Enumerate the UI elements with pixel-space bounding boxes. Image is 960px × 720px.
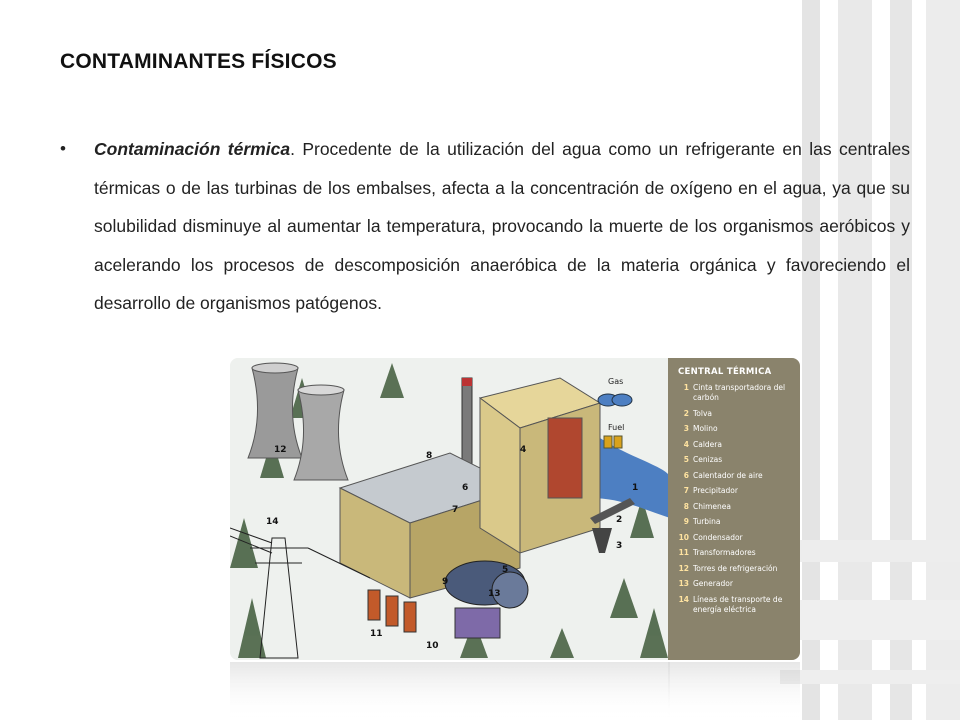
legend-label: Caldera [693, 439, 722, 449]
figure-reflection [230, 662, 800, 720]
decorative-stripes [780, 0, 960, 720]
legend-list [668, 383, 800, 615]
legend-label: Generador [693, 579, 733, 588]
bullet-body: . Procedente de la utilización del agua como un refrigerante en las centrales térmicas o de las turbinas de los embalses, afecta a la concentración de oxígeno en el agua, ya que su solubilidad disminuye al aumentar la temperatura, provocando la muerte de los organismos aeróbicos y acelerando los procesos de descomposición anaeróbica de la materia orgánica y favoreciendo el desarrollo de organismos patógenos. [94, 139, 910, 313]
legend-item [678, 595, 796, 615]
legend-label: Molino [693, 424, 718, 433]
legend-label: Líneas de transporte de energía eléctrica [693, 594, 783, 614]
legend-label: Transformadores [693, 548, 756, 557]
legend-item [678, 502, 796, 512]
legend-num: 8 [683, 501, 689, 511]
legend-item [678, 533, 796, 543]
bullet-text [94, 130, 910, 323]
gas-label: Gas [608, 377, 624, 386]
legend-item [678, 440, 796, 450]
bullet-item [60, 130, 910, 323]
callout-3: 3 [616, 541, 623, 551]
callout-6: 6 [462, 483, 469, 493]
legend-item [678, 471, 796, 481]
legend-title: CENTRAL TÉRMICA [678, 367, 772, 377]
legend-label: Turbina [693, 517, 721, 526]
legend-num: 11 [678, 548, 689, 557]
callout-8: 8 [426, 451, 433, 461]
legend-item [678, 486, 796, 496]
legend-num: 13 [678, 579, 689, 588]
legend-num: 5 [683, 455, 689, 464]
callout-9: 9 [442, 577, 449, 587]
legend-label: Precipitador [693, 486, 738, 495]
legend-num: 4 [683, 439, 689, 449]
legend-item [678, 424, 796, 434]
callout-14: 14 [266, 517, 279, 527]
legend-num: 3 [683, 424, 689, 433]
legend-num: 1 [683, 383, 689, 392]
legend-item [678, 517, 796, 527]
legend-item [678, 455, 796, 465]
callout-11: 11 [370, 629, 383, 639]
legend-panel [668, 358, 800, 660]
legend-item [678, 383, 796, 403]
callout-10: 10 [426, 641, 439, 651]
legend-item [678, 564, 796, 574]
legend-label: Tolva [693, 408, 713, 418]
legend-label: Cinta transportadora del carbón [693, 383, 786, 402]
legend-num: 9 [683, 517, 689, 526]
slide-title: CONTAMINANTES FÍSICOS [60, 50, 337, 73]
callout-12: 12 [274, 445, 287, 455]
fuel-label: Fuel [608, 423, 625, 432]
callout-13: 13 [488, 589, 501, 599]
legend-label: Torres de refrigeración [693, 563, 778, 573]
legend-num: 2 [683, 408, 689, 418]
legend-item [678, 579, 796, 589]
legend-num: 10 [678, 532, 689, 542]
legend-num: 12 [678, 563, 689, 573]
legend-num: 14 [678, 594, 689, 604]
callout-1: 1 [632, 483, 639, 493]
legend-num: 6 [683, 470, 689, 480]
bullet-term: Contaminación térmica [94, 139, 291, 159]
bullet-symbol: • [60, 139, 66, 158]
callout-2: 2 [616, 515, 623, 525]
legend-label: Chimenea [693, 501, 731, 511]
legend-label: Calentador de aire [693, 470, 763, 480]
callout-7: 7 [452, 505, 459, 515]
callout-4: 4 [520, 445, 527, 455]
thermal-plant-illustration [230, 358, 800, 660]
condenser [455, 608, 500, 638]
legend-label: Condensador [693, 532, 743, 542]
legend-label: Cenizas [693, 455, 723, 464]
plant-diagram [230, 358, 670, 660]
legend-item [678, 548, 796, 558]
legend-item [678, 409, 796, 419]
legend-num: 7 [683, 486, 689, 495]
callout-5: 5 [502, 565, 509, 575]
